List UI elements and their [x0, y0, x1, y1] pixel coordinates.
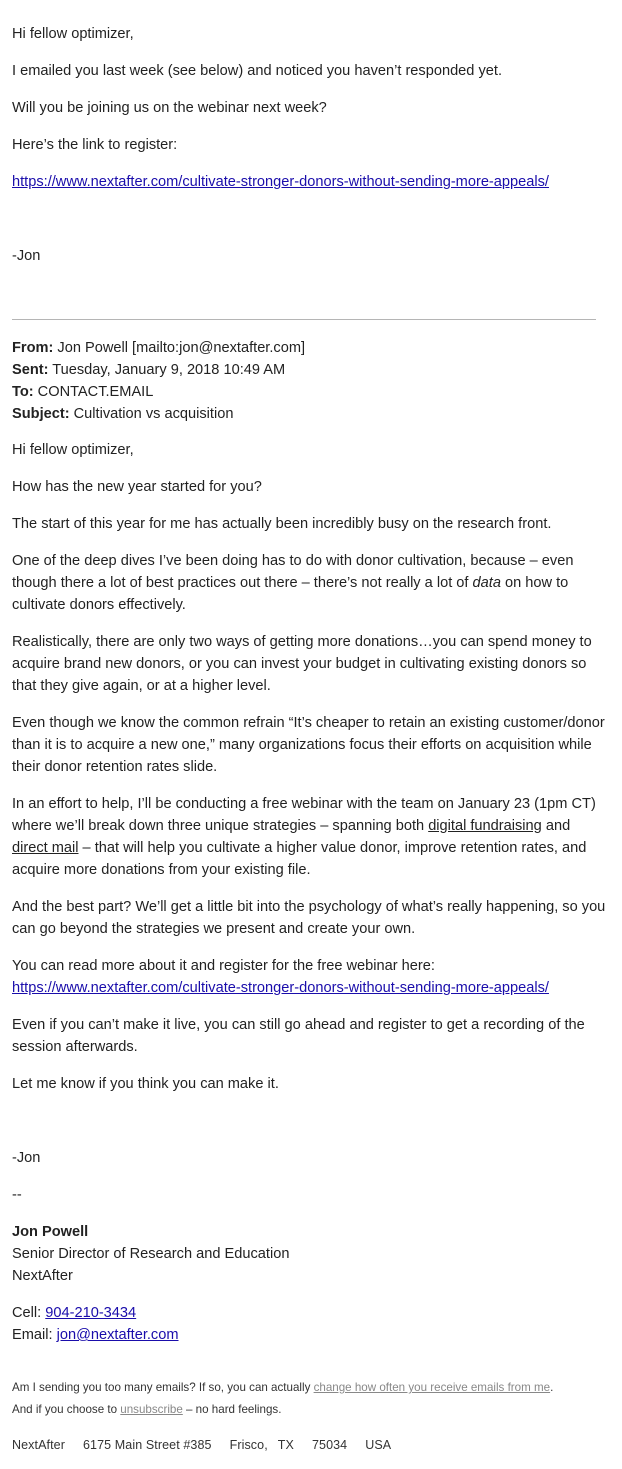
cell-phone-link[interactable]: 904-210-3434 — [45, 1305, 137, 1321]
original-paragraph-2: The start of this year for me has actually been incredibly busy on the research front. — [12, 516, 552, 532]
reply-signoff: -Jon — [12, 248, 41, 264]
footer-note: Am I sending you too many emails? If so, you can actually change how often you receive emails from me. And if you choose to unsubscribe – no hard feelings. — [12, 1381, 554, 1416]
signature-title: Senior Director of Research and Education — [12, 1246, 290, 1262]
quoted-separator — [12, 319, 596, 320]
digital-fundraising-link[interactable]: digital fundraising — [428, 818, 542, 834]
reply-link-paragraph — [12, 171, 608, 193]
signature-dashes: -- — [12, 1187, 22, 1203]
to-line: To: CONTACT.EMAIL — [12, 384, 154, 400]
direct-mail-link[interactable]: direct mail — [12, 840, 79, 856]
address-country: USA — [365, 1438, 392, 1452]
original-paragraph-7: And the best part? We’ll get a little bit into the psychology of what’s really happening, so you can go beyond the strategies we present and create your own. — [12, 899, 606, 937]
original-paragraph-1: How has the new year started for you? — [12, 479, 262, 495]
original-signoff: -Jon — [12, 1150, 41, 1166]
address-zip: 75034 — [311, 1438, 348, 1452]
contact-block — [12, 1302, 608, 1346]
quoted-header — [12, 337, 608, 425]
cell-line: Cell: 904-210-3434 — [12, 1305, 137, 1321]
unsubscribe-link[interactable]: unsubscribe — [120, 1403, 183, 1416]
original-paragraph-8: You can read more about it and register for the free webinar here: https://www.nextafter.com/cultivate-stronger-donors-without-sending-more-appeals/ — [12, 958, 549, 996]
sent-line: Sent: Tuesday, January 9, 2018 10:49 AM — [12, 362, 286, 378]
webinar-register-link[interactable]: https://www.nextafter.com/cultivate-stronger-donors-without-sending-more-appeals/ — [12, 980, 549, 996]
original-paragraph-3: One of the deep dives I’ve been doing has to do with donor cultivation, because – even though there a lot of best practices out there – there’s not really a lot of data on how to cultivate donors effectively. — [12, 553, 574, 613]
address-company: NextAfter — [12, 1438, 65, 1452]
address-city: Frisco, — [229, 1438, 268, 1452]
original-paragraph-9: Even if you can’t make it live, you can still go ahead and register to get a recording of the session afterwards. — [12, 1017, 585, 1055]
from-line: From: Jon Powell [mailto:jon@nextafter.com] — [12, 340, 306, 356]
footer-address — [12, 1434, 608, 1456]
email-line: Email: jon@nextafter.com — [12, 1327, 179, 1343]
original-paragraph-4: Realistically, there are only two ways of getting more donations…you can spend money to acquire brand new donors, or you can invest your budget in cultivating existing donors so that they give again, or at a higher level. — [12, 634, 592, 694]
reply-line-1: I emailed you last week (see below) and noticed you haven’t responded yet. — [12, 63, 502, 79]
reply-line-2: Will you be joining us on the webinar next week? — [12, 100, 327, 116]
signature-company: NextAfter — [12, 1268, 73, 1284]
subject-line: Subject: Cultivation vs acquisition — [12, 406, 234, 422]
address-street: 6175 Main Street #385 — [83, 1438, 212, 1452]
email-link[interactable]: jon@nextafter.com — [56, 1327, 179, 1343]
change-frequency-link[interactable]: change how often you receive emails from me — [313, 1381, 551, 1394]
original-paragraph-10: Let me know if you think you can make it. — [12, 1076, 279, 1092]
register-link[interactable]: https://www.nextafter.com/cultivate-stronger-donors-without-sending-more-appeals/ — [12, 174, 549, 190]
signature-block — [12, 1221, 608, 1287]
reply-greeting: Hi fellow optimizer, — [12, 26, 134, 42]
original-greeting: Hi fellow optimizer, — [12, 442, 134, 458]
original-paragraph-5: Even though we know the common refrain “It’s cheaper to retain an existing customer/donor than it is to acquire a new one,” many organizations focus their efforts on acquisition while their donor retention rates slide. — [12, 715, 605, 775]
address-state: TX — [277, 1438, 294, 1452]
original-paragraph-6: In an effort to help, I’ll be conducting a free webinar with the team on January 23 (1pm CT) where we’ll break down three unique strategies – spanning both digital fundraising and direct mail – that will help you cultivate a higher value donor, improve retention rates, and acquire more donations from your existing file. — [12, 796, 596, 878]
reply-line-3: Here’s the link to register: — [12, 137, 178, 153]
signature-name: Jon Powell — [12, 1224, 89, 1240]
